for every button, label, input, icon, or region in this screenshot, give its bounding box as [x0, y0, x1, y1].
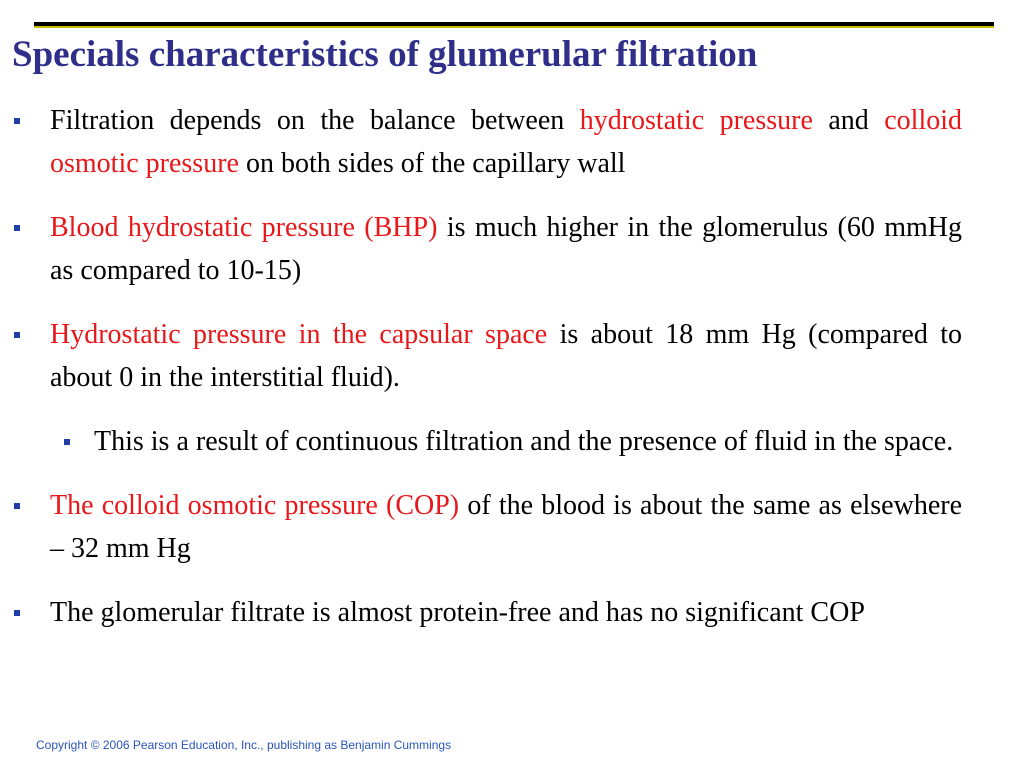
square-bullet-icon — [14, 503, 20, 509]
bullet-item — [50, 484, 962, 570]
square-bullet-icon — [14, 225, 20, 231]
emphasized-text: colloid osmotic pressure — [50, 105, 962, 179]
bullet-item — [50, 99, 962, 185]
title-rule-accent — [34, 26, 994, 28]
bullet-text: Filtration depends on the balance between — [50, 105, 580, 136]
emphasized-text: Blood hydrostatic pressure (BHP) — [50, 212, 438, 243]
bullet-item — [50, 313, 962, 399]
square-bullet-icon — [14, 610, 20, 616]
square-bullet-icon — [14, 118, 20, 124]
slide-title: Specials characteristics of glumerular filtration — [12, 34, 758, 75]
emphasized-text: The colloid osmotic pressure (COP) — [50, 490, 460, 521]
bullet-text: This is a result of continuous filtration and the presence of fluid in the space. — [94, 426, 954, 457]
bullet-text: The glomerular filtrate is almost protein-free and has no significant COP — [50, 597, 865, 628]
emphasized-text: Hydrostatic pressure in the capsular space — [50, 319, 548, 350]
bullet-item — [50, 591, 962, 634]
bullet-item — [50, 206, 962, 292]
bullet-text: is about 18 mm Hg (compared to about 0 in the interstitial fluid). — [50, 319, 962, 393]
bullet-text: and — [812, 105, 885, 136]
bullet-list — [0, 99, 1024, 634]
square-bullet-icon — [14, 332, 20, 338]
emphasized-text: hydrostatic pressure — [579, 105, 813, 136]
bullet-text: of the blood is about the same as elsewhere – 32 mm Hg — [50, 490, 962, 564]
bullet-text: on both sides of the capillary wall — [238, 148, 626, 179]
copyright-footer: Copyright © 2006 Pearson Education, Inc., publishing as Benjamin Cummings — [36, 738, 452, 752]
square-bullet-icon — [64, 439, 70, 445]
bullet-text: is much higher in the glomerulus (60 mmHg as compared to 10-15) — [50, 212, 962, 286]
sub-bullet-item — [94, 420, 962, 463]
